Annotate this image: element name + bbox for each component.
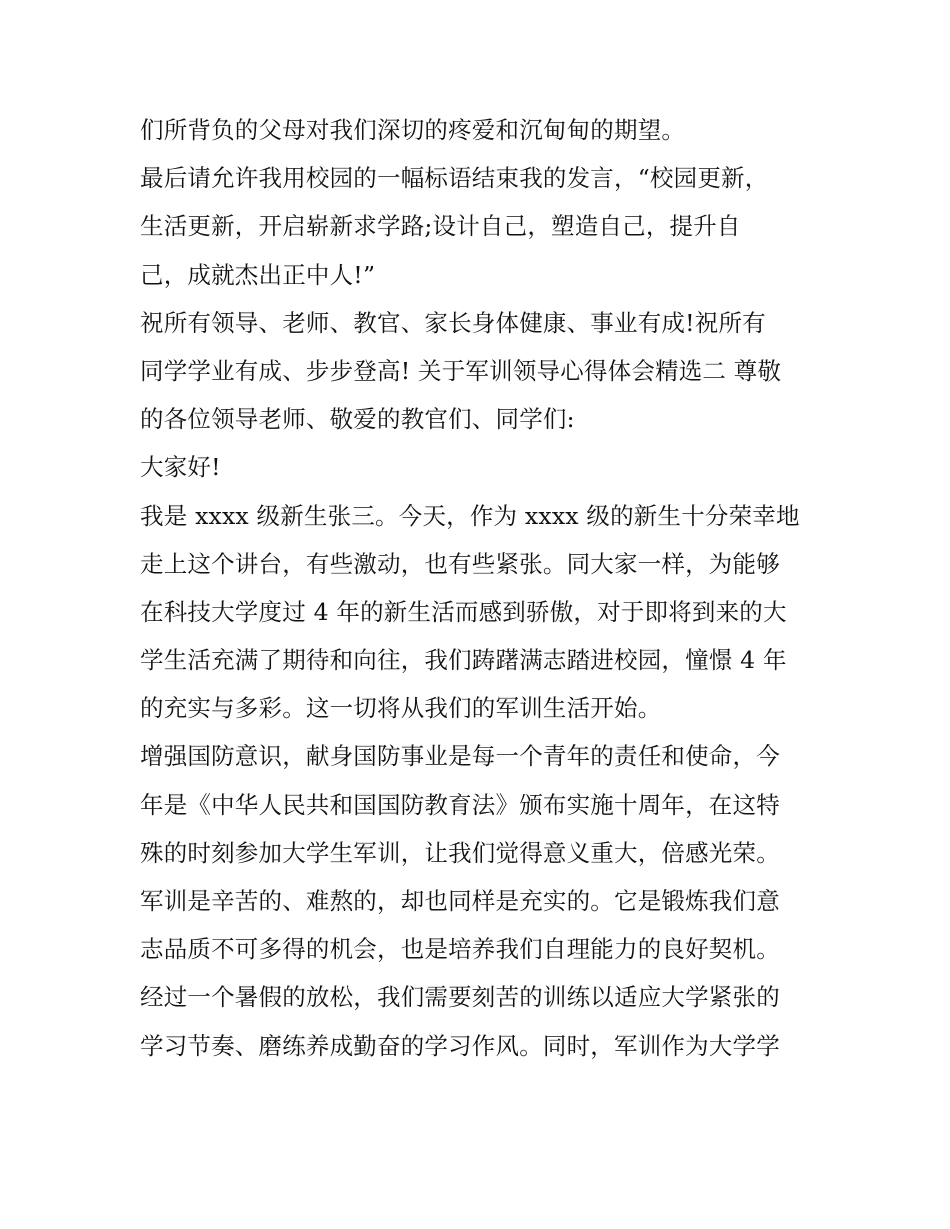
text-line: 的充实与多彩。这一切将从我们的军训生活开始。 bbox=[140, 694, 662, 723]
text-line: 祝所有领导、老师、教官、家长身体健康、事业有成!祝所有 bbox=[140, 308, 766, 337]
text-line: 们所背负的父母对我们深切的疼爱和沉甸甸的期望。 bbox=[140, 116, 686, 144]
text-line: 学生活充满了期待和向往，我们踌躇满志踏进校园，憧憬 4 年 bbox=[140, 646, 787, 675]
text-line: 走上这个讲台，有些激动，也有些紧张。同大家一样，为能够 bbox=[140, 549, 780, 578]
text-line: 经过一个暑假的放松，我们需要刻苦的训练以适应大学紧张的 bbox=[140, 983, 780, 1012]
text-line: 学习节奏、磨练养成勤奋的学习作风。同时，军训作为大学学 bbox=[140, 1031, 780, 1060]
text-line: 的各位领导老师、敬爱的教官们、同学们: bbox=[140, 405, 575, 434]
text-line: 殊的时刻参加大学生军训，让我们觉得意义重大，倍感光荣。 bbox=[140, 838, 780, 867]
text-line: 同学学业有成、步步登高! 关于军训领导心得体会精选二 尊敬 bbox=[140, 356, 782, 385]
text-line: 己，成就杰出正中人!” bbox=[140, 260, 376, 289]
text-line: 最后请允许我用校园的一幅标语结束我的发言，“校园更新， bbox=[140, 164, 769, 193]
document-body bbox=[140, 106, 820, 1070]
text-line: 志品质不可多得的机会，也是培养我们自理能力的良好契机。 bbox=[140, 935, 780, 964]
text-line: 生活更新，开启崭新求学路;设计自己，塑造自己，提升自 bbox=[140, 212, 741, 241]
text-line: 大家好! bbox=[140, 453, 221, 482]
text-line: 年是《中华人民共和国国防教育法》颁布实施十周年，在这特 bbox=[140, 790, 780, 819]
text-line: 军训是辛苦的、难熬的，却也同样是充实的。它是锻炼我们意 bbox=[140, 887, 780, 915]
text-line: 增强国防意识，献身国防事业是每一个青年的责任和使命，今 bbox=[140, 742, 780, 771]
text-line: 我是 xxxx 级新生张三。今天，作为 xxxx 级的新生十分荣幸地 bbox=[140, 501, 800, 530]
text-line: 在科技大学度过 4 年的新生活而感到骄傲，对于即将到来的大 bbox=[140, 597, 787, 626]
